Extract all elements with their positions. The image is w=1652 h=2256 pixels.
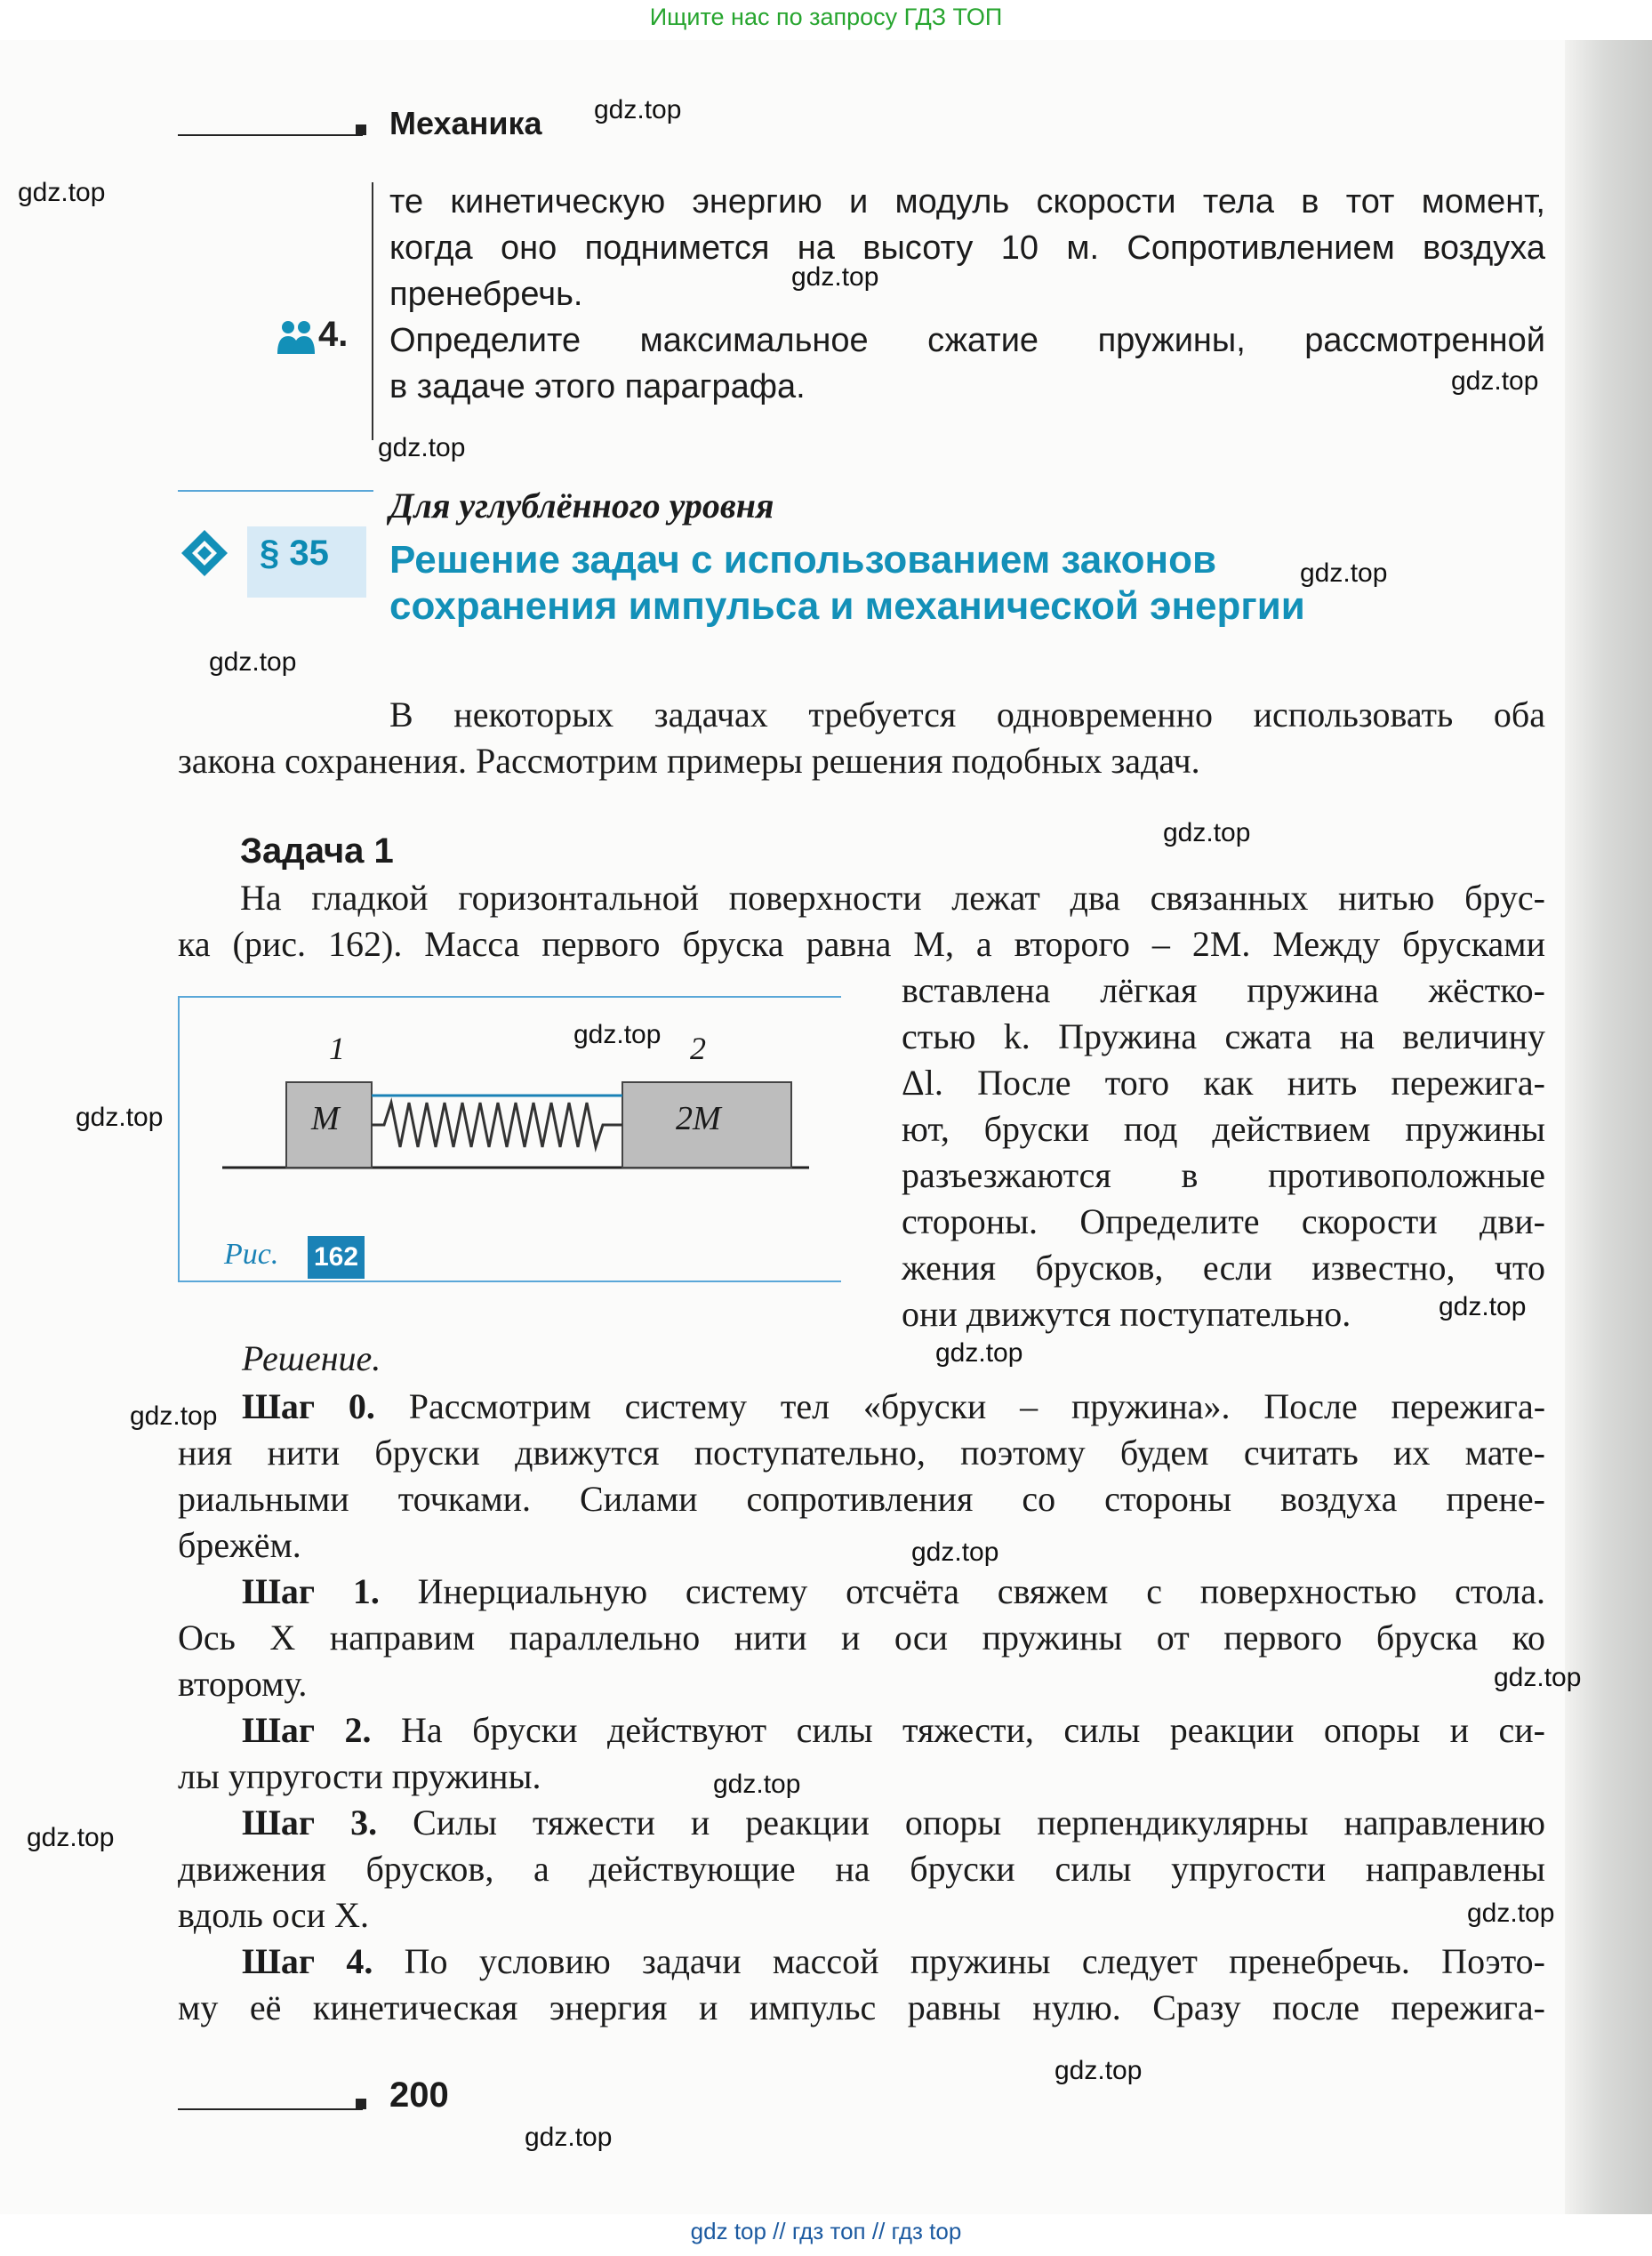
step-label: Шаг 3. — [242, 1802, 378, 1843]
watermark: gdz.top — [594, 95, 682, 124]
title-line: сохранения импульса и механической энергии — [389, 584, 1305, 628]
exercise-text — [389, 179, 1545, 317]
text-line: когда оно поднимется на высоту 10 м. Сопротивлением воздуха — [389, 229, 1545, 267]
solution-heading: Решение. — [242, 1338, 381, 1378]
watermark: gdz.top — [1055, 2056, 1143, 2085]
watermark: gdz.top — [791, 262, 879, 292]
book-gutter-shadow — [1565, 40, 1652, 2214]
watermark: gdz.top — [573, 1020, 662, 1049]
watermark: gdz.top — [378, 433, 466, 462]
text-line — [178, 1569, 1545, 1615]
watermark: gdz.top — [18, 178, 106, 207]
text-line — [178, 1707, 1545, 1754]
block-1-label: M — [311, 1100, 340, 1137]
figure-number: 162 — [308, 1236, 365, 1279]
text-line: они движутся поступательно. — [902, 1294, 1351, 1334]
footer-rule — [178, 2108, 363, 2110]
watermark: gdz.top — [1494, 1663, 1582, 1692]
advanced-level-label: Для углублённого уровня — [389, 486, 774, 526]
spring — [372, 1103, 622, 1147]
watermark: gdz.top — [935, 1338, 1023, 1368]
page-number: 200 — [389, 2075, 449, 2115]
text-line: лы упругости пружины. — [178, 1756, 541, 1796]
step-label: Шаг 2. — [242, 1710, 372, 1750]
text-line: движения брусков, а действующие на бруски силы упругости направлены — [178, 1849, 1545, 1889]
text-line: Δl. После того как нить пережига- — [902, 1063, 1545, 1103]
watermark: gdz.top — [1439, 1292, 1527, 1321]
step-label: Шаг 1. — [242, 1571, 380, 1611]
watermark: gdz.top — [1300, 558, 1388, 588]
text-line: ка (рис. 162). Масса первого бруска равна M, а второго – 2M. Между брусками — [178, 924, 1545, 964]
text-line: вдоль оси X. — [178, 1895, 369, 1935]
section-number: § 35 — [260, 534, 329, 573]
step-text: Рассмотрим систему тел «бруски – пружина». После пережига- — [408, 1386, 1546, 1426]
watermark: gdz.top — [27, 1823, 115, 1852]
text-line: пренебречь. — [389, 276, 583, 313]
text-line: жения брусков, если известно, что — [902, 1248, 1545, 1288]
text-line: брежём. — [178, 1525, 301, 1565]
section-title — [389, 537, 1305, 630]
watermark: gdz.top — [1467, 1899, 1555, 1928]
text-line: разъезжаются в противоположные — [902, 1155, 1545, 1195]
title-line: Решение задач с использованием законов — [389, 538, 1217, 582]
text-line — [178, 1939, 1545, 1985]
text-line: риальными точками. Силами сопротивления со стороны воздуха прене- — [178, 1479, 1545, 1519]
text-line: Определите максимальное сжатие пружины, рассмотренной — [389, 322, 1545, 359]
step-label: Шаг 0. — [242, 1386, 375, 1426]
intro-text — [178, 692, 1545, 784]
exercise-margin-line — [372, 182, 373, 440]
text-line: ют, бруски под действием пружины — [902, 1109, 1545, 1149]
block-2-number: 2 — [690, 1031, 706, 1066]
text-line: стью k. Пружина сжата на величину — [902, 1016, 1545, 1056]
top-banner[interactable]: Ищите нас по запросу ГДЗ ТОП — [649, 4, 1003, 30]
task-text — [178, 875, 1545, 967]
text-line: Ось X направим параллельно нити и оси пружины от первого бруска ко — [178, 1618, 1545, 1658]
watermark: gdz.top — [76, 1103, 164, 1132]
section-rule — [178, 490, 373, 492]
text-line: второму. — [178, 1664, 308, 1704]
exercise4-text — [389, 317, 1545, 410]
text-line — [178, 1800, 1545, 1846]
header-marker — [356, 124, 366, 135]
watermark: gdz.top — [911, 1537, 999, 1567]
text-line: вставлена лёгкая пружина жёстко- — [902, 970, 1545, 1010]
task-heading: Задача 1 — [240, 831, 394, 871]
step-label: Шаг 4. — [242, 1941, 373, 1981]
header-rule — [178, 134, 363, 136]
block-2-label: 2M — [676, 1100, 721, 1137]
group-work-icon — [277, 318, 322, 357]
block-1-number: 1 — [329, 1031, 345, 1066]
text-line: в задаче этого параграфа. — [389, 368, 806, 405]
watermark: gdz.top — [130, 1401, 218, 1431]
header-section-title: Механика — [389, 105, 542, 141]
text-line — [178, 1384, 1545, 1430]
bottom-banner[interactable]: gdz top // гдз топ // гдз top — [690, 2218, 962, 2244]
text-line: закона сохранения. Рассмотрим примеры решения подобных задач. — [178, 741, 1200, 781]
text-line: На гладкой горизонтальной поверхности лежат два связанных нитью брус- — [240, 878, 1545, 918]
step-text: Силы тяжести и реакции опоры перпендикулярны направлению — [413, 1802, 1545, 1843]
diamond-arrows-icon — [178, 526, 231, 580]
watermark: gdz.top — [1451, 366, 1539, 396]
watermark: gdz.top — [713, 1770, 801, 1799]
task-side-text — [902, 967, 1545, 1337]
step-text: На бруски действуют силы тяжести, силы реакции опоры и си- — [401, 1710, 1546, 1750]
watermark: gdz.top — [1163, 818, 1251, 847]
text-line: му её кинетическая энергия и импульс равны нулю. Сразу после пережига- — [178, 1987, 1545, 2027]
text-line: ния нити бруски движутся поступательно, поэтому будем считать их мате- — [178, 1433, 1545, 1473]
step-text: Инерциальную систему отсчёта свяжем с поверхностью стола. — [417, 1571, 1545, 1611]
step-text: По условию задачи массой пружины следует пренебречь. Поэто- — [404, 1941, 1546, 1981]
watermark: gdz.top — [209, 647, 297, 677]
solution-steps — [178, 1384, 1545, 2031]
figure-caption: Рис. — [224, 1238, 279, 1271]
text-line: те кинетическую энергию и модуль скорости тела в тот момент, — [389, 183, 1545, 221]
footer-marker — [356, 2099, 366, 2109]
exercise-number: 4. — [318, 315, 349, 354]
watermark: gdz.top — [525, 2123, 613, 2152]
text-line: стороны. Определите скорости дви- — [902, 1201, 1545, 1241]
text-line: В некоторых задачах требуется одновременно использовать оба — [389, 694, 1545, 735]
